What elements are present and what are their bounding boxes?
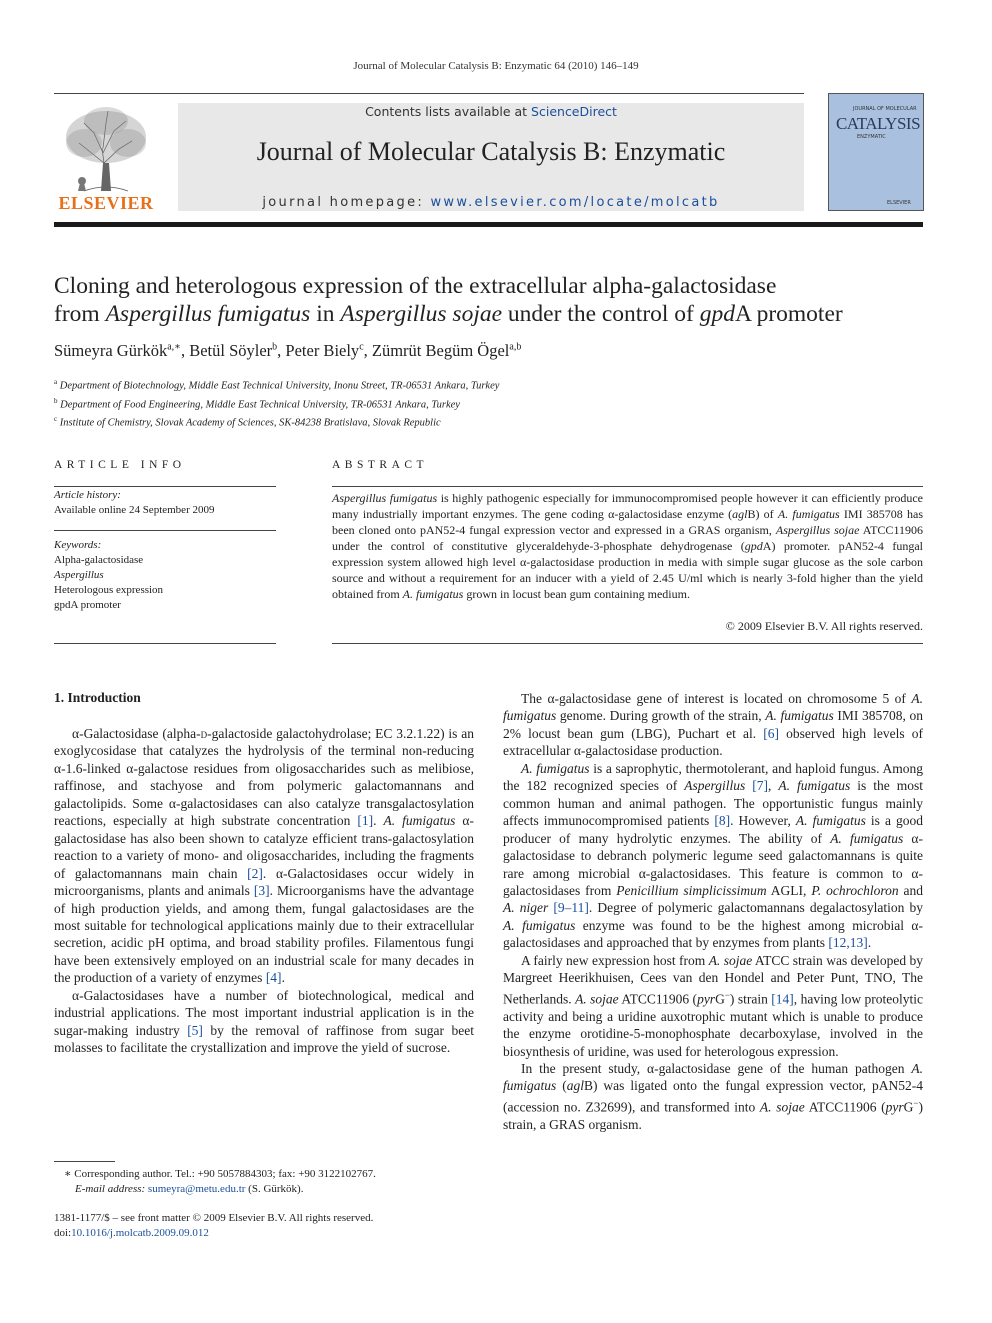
abstract-part: agl xyxy=(732,507,748,521)
affiliation-text: Institute of Chemistry, Slovak Academy of Sciences, SK-84238 Bratislava, Slovak Republic xyxy=(59,417,441,429)
keyword-item: gpdA promoter xyxy=(54,599,121,611)
citation-link[interactable]: [6] xyxy=(763,725,779,741)
paragraph: A fairly new expression host from A. sojae ATCC strain was developed by Margreet Heerikhuisen, Cees van den Hondel and Peter Punt, TNO, The Netherlands. A. sojae ATCC11906 (pyrG−) strain [14], having low proteolytic activity and being a uridine auxotrophic mutant which is unable to produce the enzyme orotidine-5-monophosphate decarboxylase, involved in the biosynthesis of uridine, was used for heterologous expression. xyxy=(503,952,924,1059)
info-rule-bottom xyxy=(54,643,276,644)
homepage-prefix: journal homepage: xyxy=(262,195,431,210)
body-column-right xyxy=(503,690,923,1133)
abstract-part: A) promoter. pAN52-4 fungal expression system allowed high level α-galactosidase production in media with simple sugar glucose as the sole carbon source and without a requirement for an inducer with a yield of 2.45 U/ml which is nearly 3-fold higher than the yield obtained from xyxy=(332,539,923,601)
keyword-item: Heterologous expression xyxy=(54,584,164,596)
abstract-rule-top xyxy=(332,486,923,487)
issn-block xyxy=(54,1211,373,1241)
body-column-left xyxy=(54,725,474,1057)
author-name[interactable]: Betül Söyler xyxy=(189,341,273,360)
citation-link[interactable]: [8] xyxy=(714,813,731,829)
abstract-part: A. fumigatus xyxy=(777,507,840,521)
cover-publisher: ELSEVIER xyxy=(887,200,911,206)
keywords-label: Keywords: xyxy=(54,539,102,551)
citation-link[interactable]: [4] xyxy=(265,970,282,986)
abstract-part: Aspergillus fumigatus xyxy=(332,491,438,505)
title-species-1: Aspergillus fumigatus xyxy=(105,301,311,327)
title-part: under the control of xyxy=(502,301,700,327)
keyword-item: Aspergillus xyxy=(54,569,104,581)
abstract-rule-bottom xyxy=(332,643,923,644)
paragraph: The α-galactosidase gene of interest is located on chromosome 5 of A. fumigatus genome. During growth of the strain, A. fumigatus IMI 385708, on 2% locust bean gum (LBG), Puchart et al. [6] observed high levels of extracellular α-galactosidase production. xyxy=(503,691,923,759)
author-list: Sümeyra Gürkök$^{a,∗}$, Betül Söyler$^b$, Peter Biely$^c$, Zümrüt Begüm Ögel$^{a,b}$ xyxy=(54,341,522,360)
doi-link[interactable]: 10.1016/j.molcatb.2009.09.012 xyxy=(71,1227,209,1239)
abstract-part: IMI 385708 has been cloned onto pAN52-4 fungal expression vector and expressed in a GRAS organism, xyxy=(332,507,923,537)
keyword-item: Alpha-galactosidase xyxy=(54,554,144,566)
top-rule xyxy=(54,93,804,94)
affiliation-item xyxy=(54,412,499,431)
info-rule-top xyxy=(54,486,276,487)
abstract-part: gpd xyxy=(744,539,763,553)
affiliation-item xyxy=(54,394,499,413)
affiliation-text: Department of Food Engineering, Middle East Technical University, TR-06531 Ankara, Turkey xyxy=(60,399,460,410)
title-part: in xyxy=(310,301,341,327)
title-gene: gpd xyxy=(699,301,736,327)
abstract-part: grown in locust bean gum containing medium. xyxy=(463,587,690,601)
homepage-line xyxy=(178,195,804,210)
abstract-part: A. fumigatus xyxy=(402,587,464,601)
header-thick-rule xyxy=(54,222,923,227)
paragraph: In the present study, α-galactosidase gene of the human pathogen A. fumigatus (aglB) was ligated onto the fungal expression vector, pAN52-4 (accession no. Z32699), and transformed into A. sojae ATCC11906 (pyrG−) strain, a GRAS organism. xyxy=(503,1061,923,1132)
author-name[interactable]: Zümrüt Begüm Ögel xyxy=(371,341,510,360)
email-link[interactable]: sumeyra@metu.edu.tr xyxy=(147,1183,246,1195)
title-species-2: Aspergillus sojae xyxy=(340,301,503,327)
corresponding-author-note: ∗ Corresponding author. Tel.: +90 5057884303; fax: +90 3122102767. xyxy=(64,1168,376,1180)
abstract-part: B) of xyxy=(747,507,778,521)
doi-label: doi: xyxy=(54,1227,72,1239)
contents-prefix: Contents lists available at xyxy=(365,104,532,119)
author-name[interactable]: Sümeyra Gürkök xyxy=(54,341,168,360)
citation-link[interactable]: [9–11] xyxy=(553,900,589,916)
abstract-heading: ABSTRACT xyxy=(332,459,429,471)
citation-link[interactable]: [1] xyxy=(357,813,374,829)
copyright-notice: © 2009 Elsevier B.V. All rights reserved. xyxy=(725,619,923,633)
author-affiliation-mark[interactable]: a,b xyxy=(509,341,522,353)
cover-small-bottom: ENZYMATIC xyxy=(857,134,886,140)
elsevier-wordmark: ELSEVIER xyxy=(58,193,154,213)
paragraph: α-Galactosidase (alpha-d-galactoside galactohydrolase; EC 3.2.1.22) is an exoglycosidase that catalyzes the hydrolysis of the terminal non-reducing α-1.6-linked α-galactose residues from oligosaccharides such as melibiose, raffinose, and stachyose and from polymeric galactomannans and galactolipids. Some α-galactosidases can also catalyze transgalactosylation reactions, especially at high substrate concentration [1]. A. fumigatus α-galactosidase has also been shown to catalyze efficient trans-galactosylation reaction to a variety of mono- and oligosaccharides, including the fragments of galactomannans main chain [2]. α-Galactosidases occur widely in microorganisms, plants and animals [3]. Microorganisms have the advantage of high production yields, and among them, fungal galactosidases are the most suitable for technological applications mainly due to their extracellular secretion, acidic pH optima, and broad stability profiles. Filamentous fungi have been extensively employed on an industrial scale for many decades in the production of a variety of enzymes [4]. xyxy=(54,726,474,986)
cover-small-top: JOURNAL OF MOLECULAR xyxy=(853,106,917,112)
abstract-body xyxy=(332,490,923,602)
issn-line: 1381-1177/$ – see front matter © 2009 Elsevier B.V. All rights reserved. xyxy=(54,1212,374,1224)
abstract-part: Aspergillus sojae xyxy=(775,523,860,537)
section-heading-introduction: 1. Introduction xyxy=(54,690,141,705)
citation-link[interactable]: [7] xyxy=(752,778,768,794)
sciencedirect-link[interactable]: ScienceDirect xyxy=(531,104,617,119)
citation-link[interactable]: [12,13] xyxy=(828,935,868,951)
author-affiliation-mark[interactable]: a,∗ xyxy=(167,341,181,353)
article-title xyxy=(54,272,934,328)
affiliation-mark: b xyxy=(54,396,58,405)
footnote-rule xyxy=(54,1161,115,1162)
abstract-part: ATCC11906 under the control of constitutive glyceraldehyde-3-phosphate dehydrogenase ( xyxy=(332,523,923,553)
article-info xyxy=(54,488,276,613)
journal-title: Journal of Molecular Catalysis B: Enzymatic xyxy=(256,137,726,166)
author-name[interactable]: Peter Biely xyxy=(285,341,360,360)
citation-link[interactable]: [2] xyxy=(247,865,263,881)
affiliation-item xyxy=(54,375,499,394)
article-info-heading: ARTICLE INFO xyxy=(54,459,186,471)
homepage-link[interactable]: www.elsevier.com/locate/molcatb xyxy=(430,195,720,210)
citation-link[interactable]: [14] xyxy=(771,991,794,1007)
paragraph: A. fumigatus is a saprophytic, thermotolerant, and haploid fungus. Among the 182 recognized species of Aspergillus [7], A. fumigatus is the most common human and animal pathogen. The opportunistic fungus mainly affects immunocompromised patients [8]. However, A. fumigatus is a good producer of many hydrolytic enzymes. The ability of A. fumigatus α-galactosidase to debranch polymeric legume seed galactomannans is quite rare among microbial α-galactosidases. This feature is common to α-galactosidases from Penicillium simplicissimum AGLI, P. ochrochloron and A. niger [9–11]. Degree of polymeric galactomannans degalactosylation by A. fumigatus enzyme was found to be the highest among microbial α-galactosidases and approached that by enzymes from plants [12,13]. xyxy=(503,760,924,951)
paragraph: α-Galactosidases have a number of biotechnological, medical and industrial applications. The most important industrial application is in the sugar-making industry [5] by the removal of raffinose from sugar beet molasses to facilitate the crystallization and improve the yield of sucrose. xyxy=(54,987,474,1056)
email-suffix: (S. Gürkök). xyxy=(245,1183,304,1195)
author-affiliation-mark[interactable]: c xyxy=(359,341,364,353)
running-head: Journal of Molecular Catalysis B: Enzymatic 64 (2010) 146–149 xyxy=(353,60,639,72)
history-label: Article history: xyxy=(54,489,121,501)
contents-line xyxy=(178,104,804,119)
citation-link[interactable]: [5] xyxy=(187,1022,203,1038)
affiliation-mark: a xyxy=(54,378,58,386)
journal-cover-thumbnail[interactable] xyxy=(828,93,924,211)
history-value: Available online 24 September 2009 xyxy=(54,504,215,516)
title-line-1: Cloning and heterologous expression of the extracellular alpha-galactosidase xyxy=(54,273,777,299)
cover-title: CATALYSIS xyxy=(835,114,921,133)
affiliation-text: Department of Biotechnology, Middle East Technical University, Inonu Street, TR-06531 Ankara, Turkey xyxy=(59,380,500,392)
affiliations xyxy=(54,375,499,431)
citation-link[interactable]: [3] xyxy=(253,883,270,899)
footnote xyxy=(54,1167,474,1197)
abstract-part: is highly pathogenic especially for immunocompromised people however it can efficiently produce many industrially important enzymes. The gene coding α-galactosidase enzyme ( xyxy=(332,491,924,521)
author-affiliation-mark[interactable]: b xyxy=(272,341,278,353)
email-label: E-mail address: xyxy=(75,1183,148,1195)
affiliation-mark: c xyxy=(54,415,58,423)
title-part: A promoter xyxy=(735,301,843,327)
title-part: from xyxy=(54,301,106,327)
